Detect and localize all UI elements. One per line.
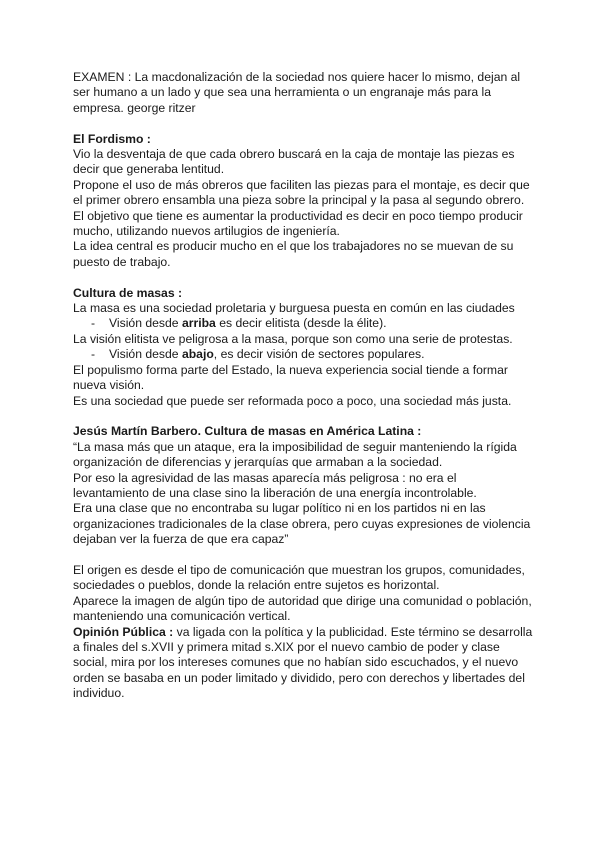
bullet-text-post: es decir elitista (desde la élite).	[215, 316, 387, 331]
spacer	[73, 548, 533, 563]
bullet-dash: -	[91, 316, 96, 331]
bullet-text-post: , es decir visión de sectores populares.	[213, 347, 425, 362]
bullet-text-pre: Visión desde	[109, 316, 182, 331]
intro-paragraph: EXAMEN : La macdonalización de la sociedad nos quiere hacer lo mismo, dejan al ser humano a un lado y que sea una herramienta o un engranaje más para la empresa. george ritzer	[73, 70, 521, 115]
cultura-bullet-arriba	[73, 316, 533, 331]
opinion-publica-text: va ligada con la política y la publicidad. Este término se desarrolla a finales del s.XVII y primera mitad s.XIX por el nuevo cambio de poder y clase social, mira por los intereses comunes que no habían sido escuchados, y el nuevo orden se basaba en un poder limitado y dividido, pero con derechos y libertades del individuo.	[73, 624, 533, 701]
spacer	[73, 409, 533, 424]
origen-paragraph-1: El origen es desde el tipo de comunicación que muestran los grupos, comunidades, sociedades o pueblos, donde la relación entre sujetos es horizontal.	[73, 562, 525, 593]
opinion-publica-term: Opinión Pública :	[73, 624, 174, 639]
fordismo-paragraph-3: El objetivo que tiene es aumentar la productividad es decir en poco tiempo producir mucho, utilizando nuevos artilugios de ingeniería.	[73, 208, 523, 239]
fordismo-paragraph-4: La idea central es producir mucho en el que los trabajadores no se muevan de su puesto de trabajo.	[73, 239, 514, 269]
barbero-paragraph-1: “La masa más que un ataque, era la imposibilidad de seguir manteniendo la rígida organización de diferencias y jerarquías que armaban a la sociedad.	[73, 439, 517, 470]
bullet-bold-word: arriba	[181, 316, 216, 331]
cultura-paragraph-4: Es una sociedad que puede ser reformada poco a poco, una sociedad más justa.	[73, 393, 512, 408]
opinion-publica-paragraph	[73, 625, 533, 702]
bullet-text-pre: Visión desde	[109, 347, 182, 362]
bullet-bold-word: abajo	[181, 347, 214, 362]
barbero-paragraph-3: Era una clase que no encontraba su lugar político ni en los partidos ni en las organizaciones tradicionales de la clase obrera, pero cuyas expresiones de violencia dejaban ver la fuerza de que era capaz”	[73, 501, 531, 547]
barbero-heading: Jesús Martín Barbero. Cultura de masas en América Latina :	[73, 424, 422, 439]
cultura-bullet-abajo	[73, 347, 533, 362]
cultura-paragraph-1: La masa es una sociedad proletaria y burguesa puesta en común en las ciudades	[73, 301, 515, 316]
spacer	[73, 270, 533, 285]
cultura-heading: Cultura de masas :	[73, 285, 183, 300]
cultura-paragraph-2: La visión elitista ve peligrosa a la masa, porque son como una serie de protestas.	[73, 331, 513, 346]
fordismo-paragraph-1: Vio la desventaja de que cada obrero buscará en la caja de montaje las piezas es decir que generaba lentitud.	[73, 147, 515, 177]
spacer	[73, 116, 533, 131]
bullet-dash: -	[91, 347, 96, 362]
barbero-paragraph-2: Por eso la agresividad de las masas aparecía más peligrosa : no era el levantamiento de una clase sino la liberación de una energía incontrolable.	[73, 470, 477, 500]
document-page	[73, 70, 533, 702]
origen-paragraph-2: Aparece la imagen de algún tipo de autoridad que dirige una comunidad o población, manteniendo una comunicación vertical.	[73, 593, 532, 624]
cultura-paragraph-3: El populismo forma parte del Estado, la nueva experiencia social tiende a formar nueva visión.	[73, 362, 508, 393]
fordismo-heading: El Fordismo :	[73, 131, 151, 146]
fordismo-paragraph-2: Propone el uso de más obreros que faciliten las piezas para el montaje, es decir que el primer obrero ensambla una pieza sobre la principal y la pasa al segundo obrero.	[73, 177, 530, 208]
